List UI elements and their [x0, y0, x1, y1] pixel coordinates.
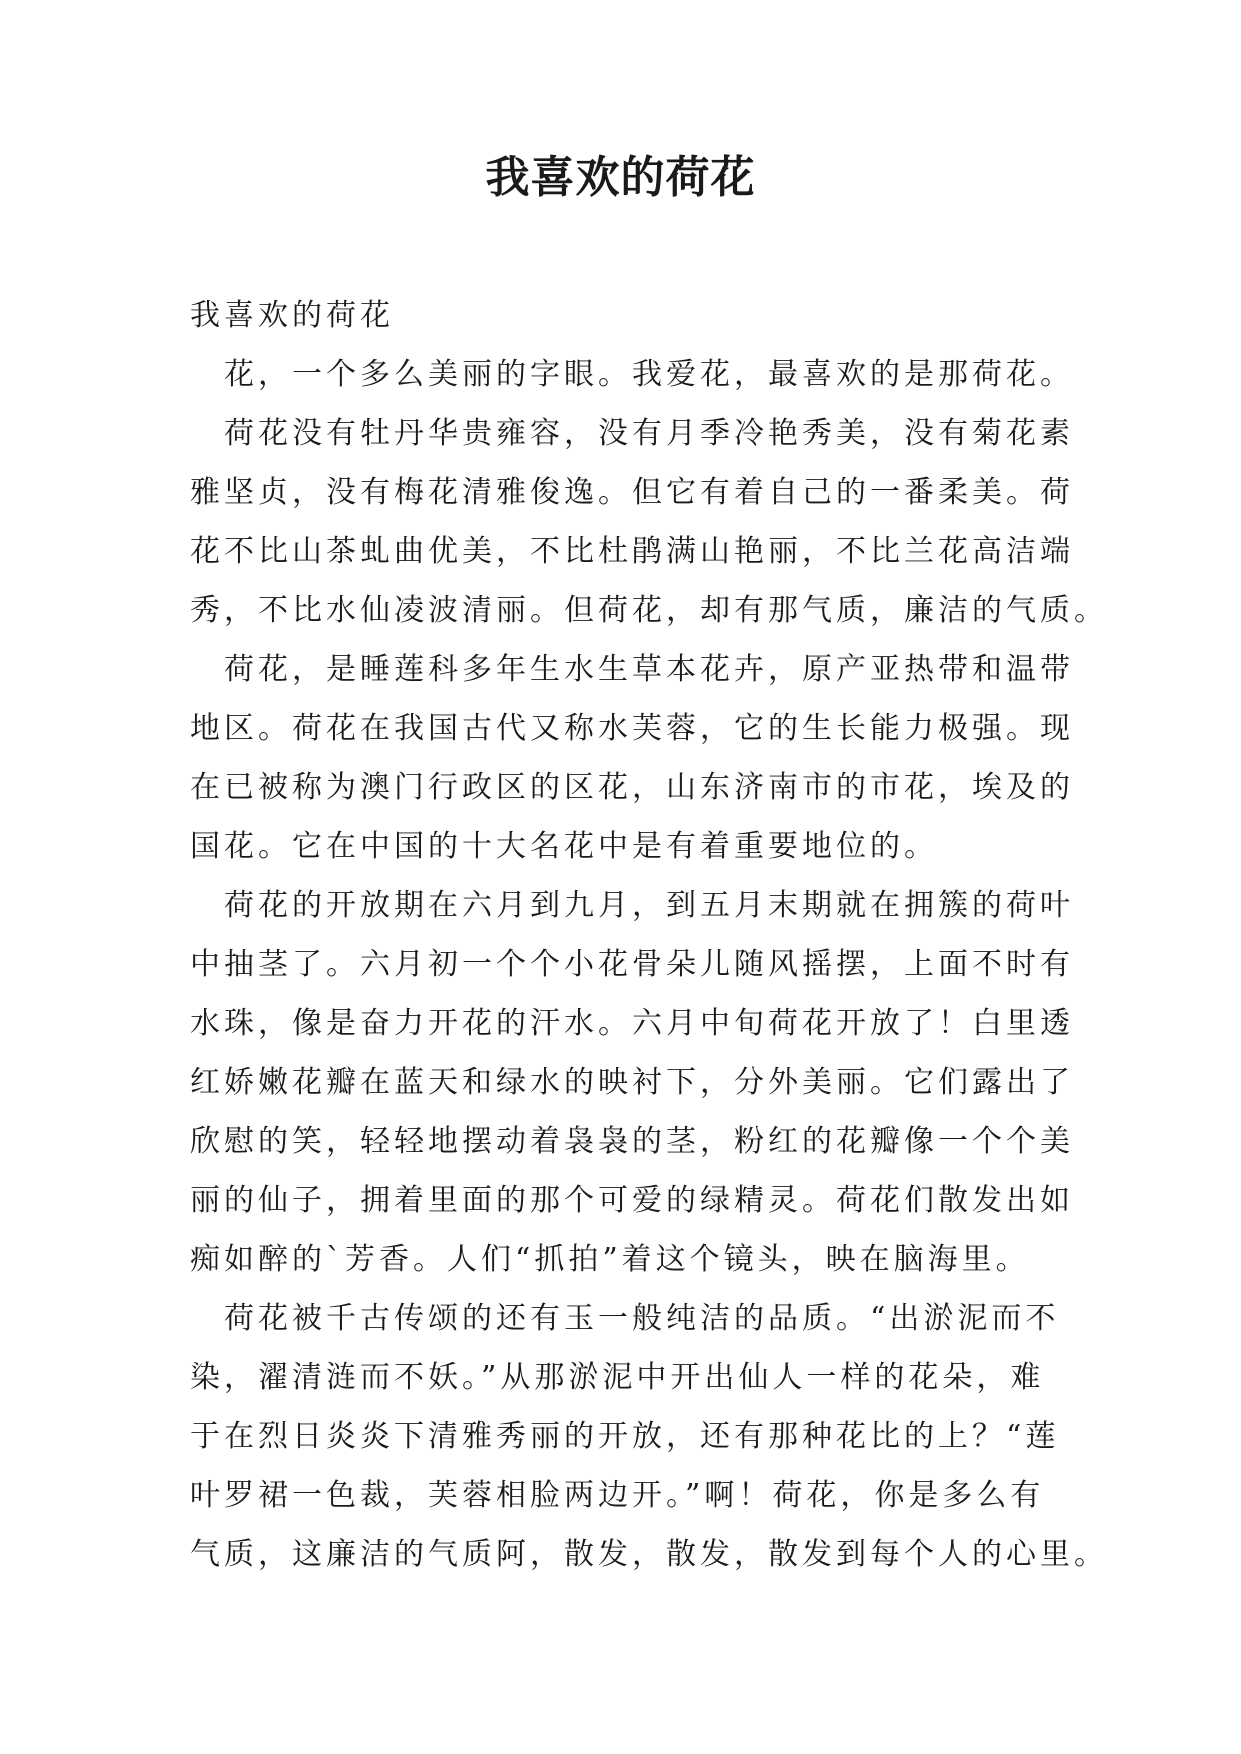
text-line: 在已被称为澳门行政区的区花，山东济南市的市花，埃及的	[190, 770, 1074, 805]
text-line: 荷花没有牡丹华贵雍容，没有月季冷艳秀美，没有菊花素	[224, 416, 1074, 451]
text-line: 我喜欢的荷花	[190, 298, 394, 333]
text-line: 荷花，是睡莲科多年生水生草本花卉，原产亚热带和温带	[224, 652, 1074, 687]
text-line: 欣慰的笑，轻轻地摆动着袅袅的茎，粉红的花瓣像一个个美	[190, 1124, 1074, 1159]
text-line: 染，濯清涟而不妖。”从那淤泥中开出仙人一样的花朵，难	[190, 1360, 1045, 1395]
text-line: 花不比山茶虬曲优美，不比杜鹃满山艳丽，不比兰花高洁端	[190, 534, 1074, 569]
text-line: 中抽茎了。六月初一个个小花骨朵儿随风摇摆，上面不时有	[190, 947, 1074, 982]
document-body	[190, 286, 1108, 1584]
text-line: 红娇嫩花瓣在蓝天和绿水的映衬下，分外美丽。它们露出了	[190, 1065, 1074, 1100]
text-line: 地区。荷花在我国古代又称水芙蓉，它的生长能力极强。现	[190, 711, 1074, 746]
text-line: 国花。它在中国的十大名花中是有着重要地位的。	[190, 829, 938, 864]
text-line: 痴如醉的`芳香。人们“抓拍”着这个镜头，映在脑海里。	[190, 1242, 1030, 1277]
document-title: 我喜欢的荷花	[485, 152, 756, 203]
text-line: 丽的仙子，拥着里面的那个可爱的绿精灵。荷花们散发出如	[190, 1183, 1074, 1218]
text-line: 于在烈日炎炎下清雅秀丽的开放，还有那种花比的上？“莲	[190, 1419, 1060, 1454]
text-line: 荷花被千古传颂的还有玉一般纯洁的品质。“出淤泥而不	[224, 1301, 1060, 1336]
text-line: 花，一个多么美丽的字眼。我爱花，最喜欢的是那荷花。	[224, 357, 1074, 392]
text-line: 气质，这廉洁的气质阿，散发，散发，散发到每个人的心里。	[190, 1537, 1108, 1572]
text-line: 雅坚贞，没有梅花清雅俊逸。但它有着自己的一番柔美。荷	[190, 475, 1074, 510]
text-line: 秀，不比水仙凌波清丽。但荷花，却有那气质，廉洁的气质。	[190, 593, 1108, 628]
text-line: 荷花的开放期在六月到九月，到五月末期就在拥簇的荷叶	[224, 888, 1074, 923]
text-line: 水珠，像是奋力开花的汗水。六月中旬荷花开放了！白里透	[190, 1006, 1074, 1041]
text-line: 叶罗裙一色裁，芙蓉相脸两边开。”啊！荷花，你是多么有	[190, 1478, 1045, 1513]
